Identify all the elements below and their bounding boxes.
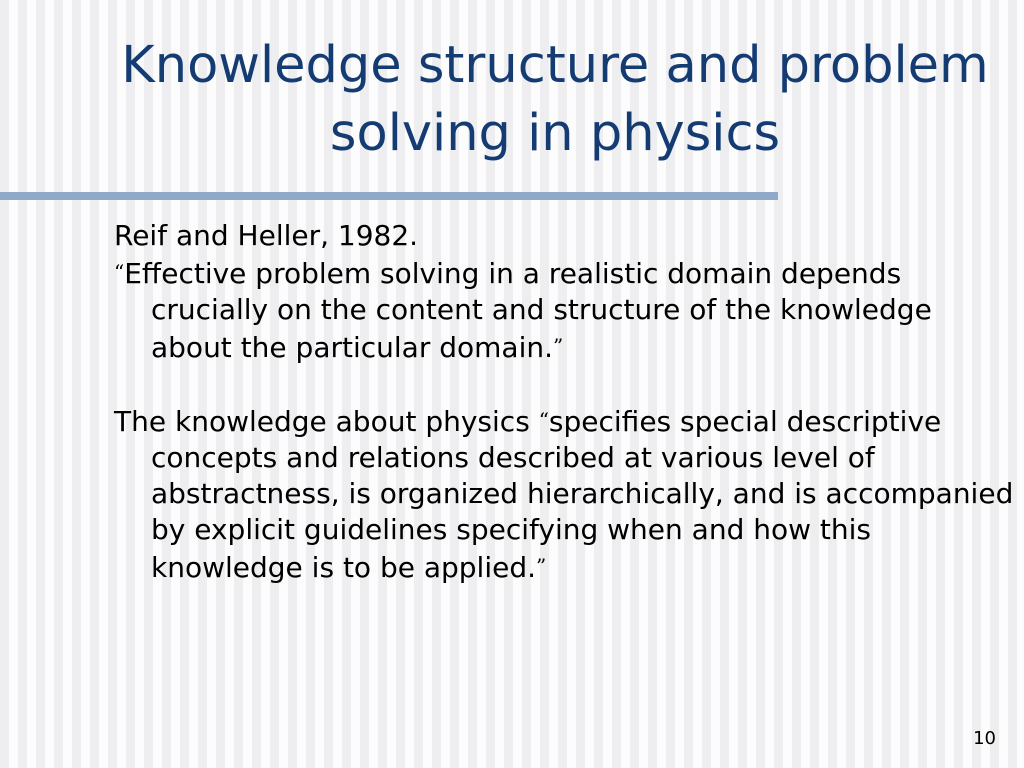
slide-title: Knowledge structure and problem solving in physics <box>121 36 989 163</box>
quote-text-2: specifies special descriptive concepts and relations described at various level of abstractness, is organized hierarchically, and is accompanied by explicit guidelines specifying when and how this knowledge is to be applied. <box>151 405 1014 584</box>
open-quote-mark: “ <box>538 408 549 432</box>
close-quote-mark: ” <box>553 334 564 358</box>
title-divider <box>0 192 778 200</box>
quote-paragraph-2 <box>114 402 1014 586</box>
close-quote-mark: ” <box>536 554 547 578</box>
open-quote-mark: “ <box>114 260 125 284</box>
quote-text-1: Effective problem solving in a realistic domain depends crucially on the content and structure of the knowledge about the particular domain. <box>124 257 932 364</box>
citation: Reif and Heller, 1982. <box>114 219 419 252</box>
quote-paragraph-1 <box>114 254 1014 366</box>
page-number: 10 <box>973 728 996 749</box>
slide-body <box>114 218 1014 586</box>
paragraph-2-lead: The knowledge about physics <box>114 405 539 438</box>
